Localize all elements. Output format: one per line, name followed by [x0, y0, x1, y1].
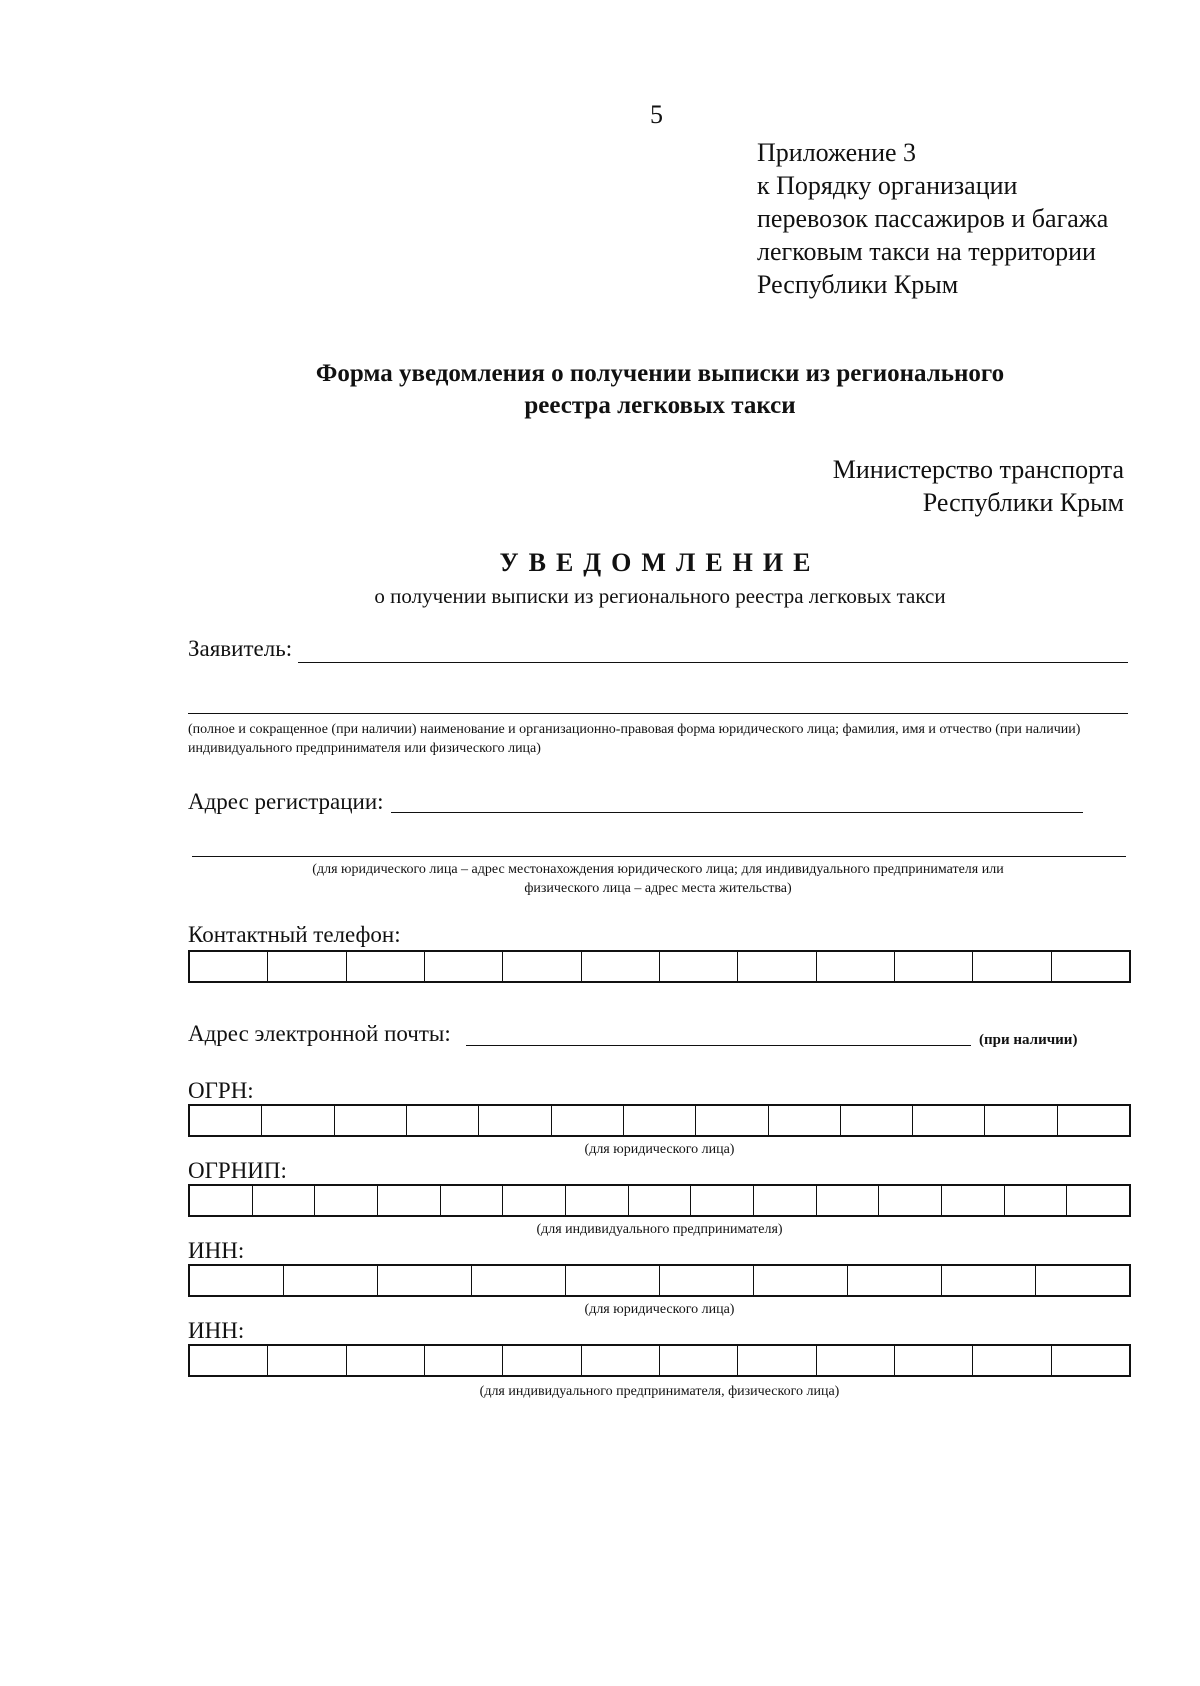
appendix-block: [757, 136, 1108, 301]
recipient-line-1: Министерство транспорта: [832, 455, 1124, 484]
phone-cell[interactable]: [582, 952, 660, 981]
appendix-line: перевозок пассажиров и багажа: [757, 204, 1109, 233]
inn-individual-cell[interactable]: [973, 1346, 1051, 1375]
ogrn-cell[interactable]: [624, 1106, 696, 1135]
email-field[interactable]: [466, 1045, 971, 1046]
ogrn-hint: (для юридического лица): [584, 1142, 735, 1157]
ogrnip-cell[interactable]: [1005, 1186, 1068, 1215]
inn-individual-hint: (для индивидуального предпринимателя, физического лица): [479, 1384, 840, 1399]
appendix-line: Республики Крым: [757, 270, 959, 299]
phone-label: Контактный телефон:: [188, 922, 401, 947]
appendix-line: к Порядку организации: [757, 171, 1018, 200]
inn-legal-cell[interactable]: [754, 1266, 848, 1295]
phone-cell[interactable]: [425, 952, 503, 981]
phone-cell[interactable]: [347, 952, 425, 981]
inn-legal-cell[interactable]: [566, 1266, 660, 1295]
ogrn-cell[interactable]: [552, 1106, 624, 1135]
registration-address-label: Адрес регистрации:: [188, 789, 384, 814]
ogrnip-cell[interactable]: [879, 1186, 942, 1215]
ogrn-cell[interactable]: [262, 1106, 334, 1135]
form-title-line-2: реестра легковых такси: [524, 392, 796, 419]
ogrnip-cell[interactable]: [1067, 1186, 1129, 1215]
phone-cell[interactable]: [738, 952, 816, 981]
ogrnip-cell[interactable]: [190, 1186, 253, 1215]
phone-cell[interactable]: [503, 952, 581, 981]
inn-individual-cell[interactable]: [268, 1346, 346, 1375]
inn-legal-cell[interactable]: [942, 1266, 1036, 1295]
inn-legal-cell[interactable]: [660, 1266, 754, 1295]
ogrn-cell[interactable]: [769, 1106, 841, 1135]
inn-individual-cell[interactable]: [660, 1346, 738, 1375]
inn-legal-cell[interactable]: [190, 1266, 284, 1295]
ogrnip-cell[interactable]: [629, 1186, 692, 1215]
ogrnip-label: ОГРНИП:: [188, 1158, 287, 1183]
inn-individual-cell[interactable]: [503, 1346, 581, 1375]
registration-address-field[interactable]: [391, 812, 1083, 813]
ogrnip-cell[interactable]: [253, 1186, 316, 1215]
ogrnip-cell[interactable]: [441, 1186, 504, 1215]
appendix-line: Приложение 3: [757, 138, 917, 167]
inn-individual-cell[interactable]: [582, 1346, 660, 1375]
ogrnip-cell[interactable]: [817, 1186, 880, 1215]
ogrn-cell[interactable]: [841, 1106, 913, 1135]
inn-individual-cell[interactable]: [347, 1346, 425, 1375]
inn-legal-cells: [188, 1264, 1131, 1297]
ogrnip-cell[interactable]: [754, 1186, 817, 1215]
notice-subtitle: о получении выписки из регионального реестра легковых такси: [374, 584, 946, 608]
inn-individual-cell[interactable]: [895, 1346, 973, 1375]
ogrn-cell[interactable]: [190, 1106, 262, 1135]
ogrnip-cells: [188, 1184, 1131, 1217]
registration-address-field-line-2[interactable]: [192, 856, 1126, 857]
ogrn-cell[interactable]: [1058, 1106, 1129, 1135]
inn-individual-cell[interactable]: [1052, 1346, 1129, 1375]
ogrn-cell[interactable]: [335, 1106, 407, 1135]
inn-legal-label: ИНН:: [188, 1238, 245, 1263]
applicant-name-field-line-2[interactable]: [188, 713, 1128, 714]
inn-individual-cell[interactable]: [817, 1346, 895, 1375]
ogrn-cell[interactable]: [479, 1106, 551, 1135]
form-title: [170, 358, 1150, 422]
inn-individual-cells: [188, 1344, 1131, 1377]
ogrn-cell[interactable]: [985, 1106, 1057, 1135]
ogrn-cell[interactable]: [913, 1106, 985, 1135]
inn-individual-label: ИНН:: [188, 1318, 245, 1343]
applicant-label: Заявитель:: [188, 636, 293, 661]
email-note: (при наличии): [979, 1032, 1078, 1048]
ogrnip-cell[interactable]: [503, 1186, 566, 1215]
inn-individual-cell[interactable]: [425, 1346, 503, 1375]
inn-legal-cell[interactable]: [1036, 1266, 1129, 1295]
inn-legal-cell[interactable]: [284, 1266, 378, 1295]
inn-individual-cell[interactable]: [738, 1346, 816, 1375]
applicant-hint: (полное и сокращенное (при наличии) наименование и организационно-правовая форма юридического лица; фамилия, имя и отчество (при наличии) индивидуального предпринимателя или физического лица): [188, 722, 1081, 756]
phone-cell[interactable]: [268, 952, 346, 981]
inn-legal-hint: (для юридического лица): [584, 1302, 735, 1317]
inn-legal-cell[interactable]: [472, 1266, 566, 1295]
phone-cell[interactable]: [190, 952, 268, 981]
email-label: Адрес электронной почты:: [188, 1021, 451, 1046]
inn-legal-cell[interactable]: [378, 1266, 472, 1295]
appendix-line: легковым такси на территории: [757, 237, 1096, 266]
phone-cell[interactable]: [895, 952, 973, 981]
phone-cell[interactable]: [973, 952, 1051, 981]
ogrn-cell[interactable]: [407, 1106, 479, 1135]
recipient-line-2: Республики Крым: [922, 488, 1124, 517]
ogrnip-cell[interactable]: [315, 1186, 378, 1215]
ogrnip-cell[interactable]: [566, 1186, 629, 1215]
ogrnip-cell[interactable]: [378, 1186, 441, 1215]
inn-legal-cell[interactable]: [848, 1266, 942, 1295]
ogrn-cells: [188, 1104, 1131, 1137]
applicant-name-field[interactable]: [298, 662, 1128, 663]
registration-address-hint-1: (для юридического лица – адрес местонахождения юридического лица; для индивидуального предпринимателя или: [312, 862, 1004, 877]
recipient-block: [833, 453, 1124, 519]
inn-individual-cell[interactable]: [190, 1346, 268, 1375]
page-number: 5: [650, 100, 663, 129]
ogrn-label: ОГРН:: [188, 1078, 254, 1103]
phone-cell[interactable]: [660, 952, 738, 981]
phone-cell[interactable]: [817, 952, 895, 981]
ogrnip-hint: (для индивидуального предпринимателя): [536, 1222, 783, 1237]
phone-cells: [188, 950, 1131, 983]
registration-address-hint-2: физического лица – адрес места жительства): [524, 881, 792, 896]
form-title-line-1: Форма уведомления о получении выписки из регионального: [315, 360, 1005, 387]
ogrnip-cell[interactable]: [942, 1186, 1005, 1215]
phone-cell[interactable]: [1052, 952, 1129, 981]
ogrn-cell[interactable]: [696, 1106, 768, 1135]
notice-title: УВЕДОМЛЕНИЕ: [499, 548, 821, 577]
ogrnip-cell[interactable]: [691, 1186, 754, 1215]
